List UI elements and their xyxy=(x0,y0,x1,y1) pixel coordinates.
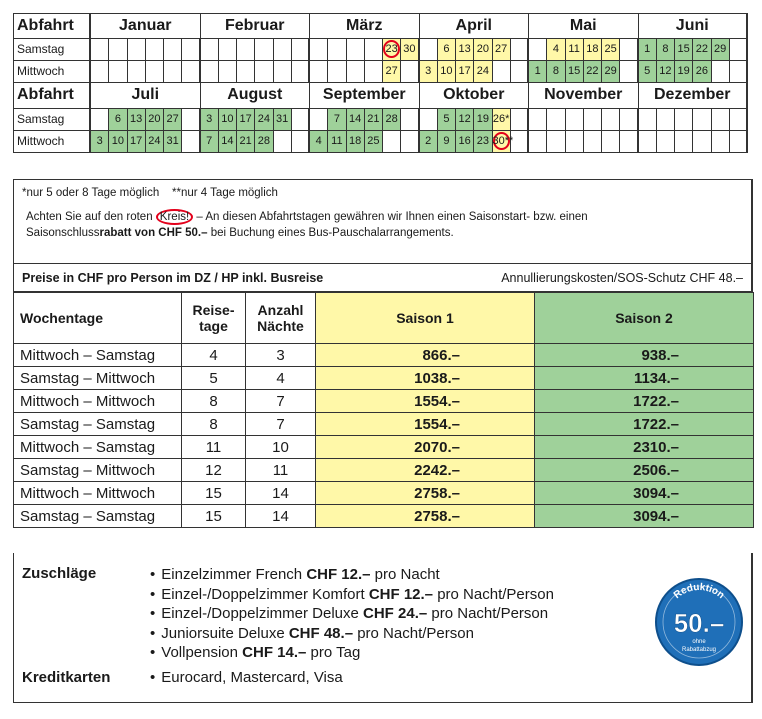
calendar-day xyxy=(164,61,182,83)
season1-price: 1038.– xyxy=(316,367,535,390)
days-cell: 11 xyxy=(182,436,246,459)
calendar-day xyxy=(730,39,748,61)
credit-cards-value: • Eurocard, Mastercard, Visa xyxy=(150,669,343,686)
calendar-day xyxy=(657,131,675,153)
calendar-day: 24 xyxy=(474,61,492,83)
calendar-day xyxy=(584,131,602,153)
note-discount: rabatt von CHF 50.– xyxy=(99,227,208,239)
days-cell: 8 xyxy=(182,413,246,436)
price-row xyxy=(14,390,754,413)
calendar-day xyxy=(401,61,419,83)
season2-price: 2310.– xyxy=(535,436,754,459)
calendar-day: 6 xyxy=(438,39,456,61)
calendar-day xyxy=(620,109,638,131)
calendar-day xyxy=(420,109,438,131)
price-header xyxy=(13,264,753,292)
calendar-day: 27 xyxy=(383,61,401,83)
calendar-day: 28 xyxy=(255,131,273,153)
calendar-day: 18 xyxy=(584,39,602,61)
days-cell: 12 xyxy=(182,459,246,482)
calendar-header-label: Abfahrt xyxy=(13,83,91,109)
surcharge-item: • Einzel-/Doppelzimmer Deluxe CHF 24.– pro Nacht/Person xyxy=(150,604,554,624)
calendar-day: 15 xyxy=(566,61,584,83)
calendar-day xyxy=(547,109,565,131)
calendar-day: 9 xyxy=(438,131,456,153)
calendar-day: 21 xyxy=(365,109,383,131)
season1-price: 2070.– xyxy=(316,436,535,459)
calendar-day xyxy=(347,61,365,83)
season2-price: 1134.– xyxy=(535,367,754,390)
calendar-row-wednesday xyxy=(13,61,753,83)
calendar-day xyxy=(146,39,164,61)
calendar-day xyxy=(639,131,657,153)
calendar-day xyxy=(328,61,346,83)
calendar-day xyxy=(237,61,255,83)
calendar-day: 19 xyxy=(474,109,492,131)
nights-cell: 14 xyxy=(246,505,316,528)
calendar-day xyxy=(620,131,638,153)
season2-price: 3094.– xyxy=(535,505,754,528)
calendar-day: 7 xyxy=(201,131,219,153)
days-cell: 4 xyxy=(182,344,246,367)
calendar-day xyxy=(675,131,693,153)
calendar-day: 18 xyxy=(347,131,365,153)
calendar-day xyxy=(201,39,219,61)
calendar-row-saturday xyxy=(13,109,753,131)
season2-price: 938.– xyxy=(535,344,754,367)
calendar-day: 5 xyxy=(639,61,657,83)
calendar-day xyxy=(693,131,711,153)
calendar-day: 13 xyxy=(456,39,474,61)
calendar-day xyxy=(693,109,711,131)
days-cell: 5 xyxy=(182,367,246,390)
calendar-day xyxy=(219,61,237,83)
badge-top-text: Reduktion xyxy=(671,581,727,602)
calendar-day: 6 xyxy=(109,109,127,131)
calendar-day: 22 xyxy=(584,61,602,83)
calendar-day: 24 xyxy=(255,109,273,131)
season1-price: 2242.– xyxy=(316,459,535,482)
calendar-day: 2 xyxy=(420,131,438,153)
month-dezember: Dezember xyxy=(639,83,749,109)
calendar-day: 27 xyxy=(164,109,182,131)
season1-price: 1554.– xyxy=(316,390,535,413)
calendar-day xyxy=(712,131,730,153)
month-märz: März xyxy=(310,13,420,39)
price-table xyxy=(13,292,754,528)
season2-price: 1722.– xyxy=(535,413,754,436)
calendar-day: 10 xyxy=(438,61,456,83)
calendar-day: 11 xyxy=(566,39,584,61)
price-row xyxy=(14,505,754,528)
calendar-day xyxy=(274,39,292,61)
calendar-day: 8 xyxy=(657,39,675,61)
route-cell: Mittwoch – Samstag xyxy=(14,344,182,367)
calendar-day: 23 xyxy=(474,131,492,153)
calendar-day xyxy=(292,61,310,83)
calendar-day: 30 xyxy=(401,39,419,61)
calendar-day xyxy=(529,131,547,153)
calendar-day xyxy=(274,131,292,153)
calendar-day xyxy=(91,39,109,61)
surcharges-label: Zuschläge xyxy=(22,565,97,582)
calendar-day xyxy=(109,61,127,83)
calendar-day xyxy=(383,131,401,153)
surcharges-section xyxy=(13,553,753,703)
departure-calendar xyxy=(13,13,753,153)
season1-price: 2758.– xyxy=(316,505,535,528)
calendar-header-row xyxy=(13,83,753,109)
calendar-day xyxy=(730,131,748,153)
price-row xyxy=(14,344,754,367)
calendar-day xyxy=(182,131,200,153)
surcharge-item: • Juniorsuite Deluxe CHF 48.– pro Nacht/Person xyxy=(150,624,554,644)
calendar-day: 11 xyxy=(328,131,346,153)
calendar-day: 17 xyxy=(456,61,474,83)
note-text-a: Achten Sie auf den roten xyxy=(26,211,156,223)
calendar-day xyxy=(620,61,638,83)
calendar-day xyxy=(255,61,273,83)
calendar-day xyxy=(237,39,255,61)
calendar-day xyxy=(529,39,547,61)
calendar-day: 30** xyxy=(493,131,511,153)
row-label-saturday: Samstag xyxy=(13,39,91,61)
calendar-day xyxy=(566,109,584,131)
nights-cell: 11 xyxy=(246,459,316,482)
col-nights: Anzahl Nächte xyxy=(246,293,316,344)
calendar-header-row xyxy=(13,13,753,39)
season1-price: 866.– xyxy=(316,344,535,367)
calendar-day: 20 xyxy=(474,39,492,61)
calendar-day xyxy=(712,109,730,131)
calendar-day xyxy=(128,39,146,61)
calendar-day xyxy=(639,109,657,131)
season1-price: 2758.– xyxy=(316,482,535,505)
calendar-day xyxy=(347,39,365,61)
price-row xyxy=(14,413,754,436)
nights-cell: 7 xyxy=(246,390,316,413)
calendar-day: 26 xyxy=(693,61,711,83)
calendar-day xyxy=(529,109,547,131)
calendar-day xyxy=(602,131,620,153)
calendar-day: 8 xyxy=(547,61,565,83)
calendar-day: 5 xyxy=(438,109,456,131)
surcharge-item: • Einzel-/Doppelzimmer Komfort CHF 12.– pro Nacht/Person xyxy=(150,585,554,605)
calendar-day xyxy=(91,61,109,83)
calendar-day xyxy=(511,39,529,61)
days-cell: 15 xyxy=(182,482,246,505)
route-cell: Samstag – Mittwoch xyxy=(14,459,182,482)
route-cell: Mittwoch – Samstag xyxy=(14,436,182,459)
calendar-day xyxy=(584,109,602,131)
calendar-day: 12 xyxy=(657,61,675,83)
calendar-day xyxy=(547,131,565,153)
surcharge-item: • Einzelzimmer French CHF 12.– pro Nacht xyxy=(150,565,554,585)
price-row xyxy=(14,482,754,505)
nights-cell: 4 xyxy=(246,367,316,390)
calendar-day: 3 xyxy=(420,61,438,83)
calendar-day xyxy=(128,61,146,83)
calendar-day: 22 xyxy=(693,39,711,61)
calendar-day xyxy=(401,131,419,153)
footnote-double: **nur 4 Tage möglich xyxy=(172,187,278,199)
calendar-day xyxy=(657,109,675,131)
nights-cell: 7 xyxy=(246,413,316,436)
calendar-row-saturday xyxy=(13,39,753,61)
price-title: Preise in CHF pro Person im DZ / HP inkl. Busreise xyxy=(22,270,324,285)
footnote-single: *nur 5 oder 8 Tage möglich xyxy=(22,187,160,199)
month-februar: Februar xyxy=(201,13,311,39)
season2-price: 3094.– xyxy=(535,482,754,505)
cancellation-cost: Annullierungskosten/SOS-Schutz CHF 48.– xyxy=(501,270,743,285)
calendar-day: 17 xyxy=(128,131,146,153)
calendar-day xyxy=(109,39,127,61)
calendar-header-label: Abfahrt xyxy=(13,13,91,39)
calendar-day xyxy=(292,109,310,131)
calendar-day xyxy=(310,109,328,131)
route-cell: Mittwoch – Mittwoch xyxy=(14,482,182,505)
month-august: August xyxy=(201,83,311,109)
nights-cell: 3 xyxy=(246,344,316,367)
row-label-wednesday: Mittwoch xyxy=(13,131,91,153)
price-row xyxy=(14,367,754,390)
nights-cell: 14 xyxy=(246,482,316,505)
month-oktober: Oktober xyxy=(420,83,530,109)
calendar-day xyxy=(201,61,219,83)
season1-price: 1554.– xyxy=(316,413,535,436)
days-cell: 8 xyxy=(182,390,246,413)
calendar-day xyxy=(91,109,109,131)
credit-cards-label: Kreditkarten xyxy=(22,669,111,686)
calendar-day: 23 xyxy=(383,39,401,61)
route-cell: Mittwoch – Mittwoch xyxy=(14,390,182,413)
calendar-day: 1 xyxy=(529,61,547,83)
surcharge-item: • Vollpension CHF 14.– pro Tag xyxy=(150,643,554,663)
calendar-day: 26* xyxy=(493,109,511,131)
calendar-day: 20 xyxy=(146,109,164,131)
badge-bottom-a: ohne xyxy=(692,639,706,645)
calendar-day xyxy=(310,61,328,83)
days-cell: 15 xyxy=(182,505,246,528)
col-season1: Saison 1 xyxy=(316,293,535,344)
route-cell: Samstag – Mittwoch xyxy=(14,367,182,390)
calendar-day: 21 xyxy=(237,131,255,153)
calendar-day: 14 xyxy=(219,131,237,153)
month-juli: Juli xyxy=(91,83,201,109)
calendar-day: 13 xyxy=(128,109,146,131)
badge-bottom-b: Rabattabzug xyxy=(681,647,717,653)
route-cell: Samstag – Samstag xyxy=(14,505,182,528)
calendar-day xyxy=(365,39,383,61)
discount-badge-icon xyxy=(654,577,744,667)
surcharge-list xyxy=(150,565,554,663)
circle-word: Kreis! xyxy=(156,209,193,225)
route-cell: Samstag – Samstag xyxy=(14,413,182,436)
calendar-day xyxy=(292,39,310,61)
calendar-day xyxy=(182,39,200,61)
calendar-day: 29 xyxy=(712,39,730,61)
month-januar: Januar xyxy=(91,13,201,39)
calendar-day: 25 xyxy=(602,39,620,61)
calendar-day: 15 xyxy=(675,39,693,61)
calendar-day xyxy=(730,61,748,83)
calendar-day xyxy=(328,39,346,61)
calendar-day xyxy=(566,131,584,153)
calendar-day xyxy=(146,61,164,83)
price-row xyxy=(14,436,754,459)
calendar-day xyxy=(511,131,529,153)
season2-price: 1722.– xyxy=(535,390,754,413)
calendar-day xyxy=(274,61,292,83)
calendar-day xyxy=(730,109,748,131)
row-label-saturday: Samstag xyxy=(13,109,91,131)
note-text-b: – An diesen Abfahrtstagen gewähren wir Ihnen einen Saisonstart- bzw. einen xyxy=(193,211,588,223)
calendar-day: 28 xyxy=(383,109,401,131)
badge-amount: 50.– xyxy=(673,608,725,638)
col-weekdays: Wochentage xyxy=(14,293,182,344)
price-row xyxy=(14,459,754,482)
col-season2: Saison 2 xyxy=(535,293,754,344)
calendar-day: 16 xyxy=(456,131,474,153)
calendar-day: 14 xyxy=(347,109,365,131)
price-table-header xyxy=(14,293,754,344)
calendar-day xyxy=(620,39,638,61)
month-november: November xyxy=(529,83,639,109)
calendar-day: 31 xyxy=(164,131,182,153)
calendar-day xyxy=(182,61,200,83)
calendar-day xyxy=(310,39,328,61)
calendar-day: 3 xyxy=(201,109,219,131)
calendar-day: 1 xyxy=(639,39,657,61)
calendar-day: 12 xyxy=(456,109,474,131)
calendar-day xyxy=(712,61,730,83)
season2-price: 2506.– xyxy=(535,459,754,482)
note-text-d: bei Buchung eines Bus-Pauschalarrangements. xyxy=(207,227,454,239)
month-mai: Mai xyxy=(529,13,639,39)
note-text-c: Saisonschluss xyxy=(26,227,100,239)
calendar-notes xyxy=(13,179,753,264)
calendar-day: 31 xyxy=(274,109,292,131)
calendar-day xyxy=(675,109,693,131)
calendar-day xyxy=(255,39,273,61)
calendar-day xyxy=(182,109,200,131)
calendar-day: 17 xyxy=(237,109,255,131)
calendar-day: 10 xyxy=(219,109,237,131)
calendar-day: 29 xyxy=(602,61,620,83)
month-juni: Juni xyxy=(639,13,749,39)
calendar-day: 24 xyxy=(146,131,164,153)
calendar-day xyxy=(493,61,511,83)
calendar-day xyxy=(511,109,529,131)
calendar-day: 4 xyxy=(310,131,328,153)
nights-cell: 10 xyxy=(246,436,316,459)
calendar-day: 27 xyxy=(493,39,511,61)
calendar-day: 7 xyxy=(328,109,346,131)
calendar-day: 19 xyxy=(675,61,693,83)
calendar-day: 3 xyxy=(91,131,109,153)
calendar-day xyxy=(511,61,529,83)
row-label-wednesday: Mittwoch xyxy=(13,61,91,83)
calendar-day xyxy=(401,109,419,131)
calendar-row-wednesday xyxy=(13,131,753,153)
calendar-day xyxy=(420,39,438,61)
calendar-day xyxy=(219,39,237,61)
month-april: April xyxy=(420,13,530,39)
month-september: September xyxy=(310,83,420,109)
calendar-day: 25 xyxy=(365,131,383,153)
calendar-day: 4 xyxy=(547,39,565,61)
col-days: Reise- tage xyxy=(182,293,246,344)
calendar-day: 10 xyxy=(109,131,127,153)
calendar-day xyxy=(292,131,310,153)
calendar-day xyxy=(164,39,182,61)
calendar-day xyxy=(365,61,383,83)
calendar-day xyxy=(602,109,620,131)
